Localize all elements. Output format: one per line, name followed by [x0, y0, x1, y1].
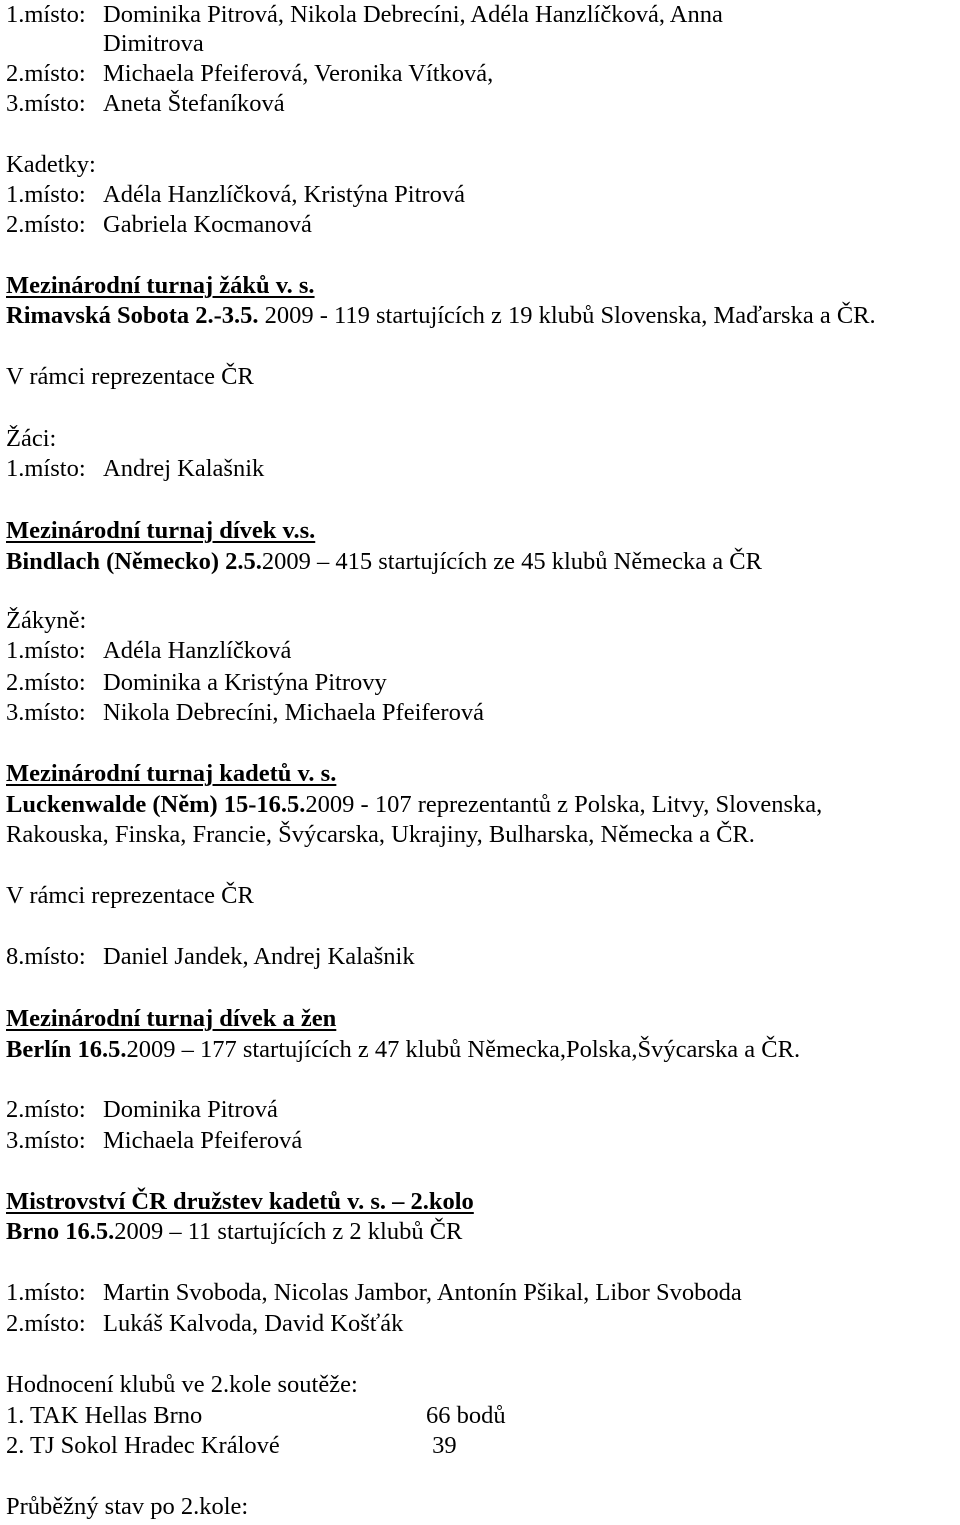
place-label: 2.místo: [6, 669, 86, 696]
category-label: Žákyně: [6, 607, 87, 634]
result-row [6, 1095, 278, 1125]
tournament-heading: Mezinárodní turnaj dívek v.s. [6, 517, 316, 544]
tournament-place-date: Luckenwalde (Něm) 15-16.5. [6, 791, 306, 818]
tournament-info [6, 301, 876, 331]
result-row [6, 0, 723, 30]
result-row [6, 1126, 302, 1156]
tournament-details: 2009 - 107 reprezentantů z Polska, Litvy, Slovenska, [305, 791, 823, 818]
result-row [6, 89, 285, 119]
place-label: 2.místo: [6, 1310, 86, 1337]
result-row [6, 210, 312, 240]
result-names: Daniel Jandek, Andrej Kalašnik [103, 943, 415, 970]
place-label: 2.místo: [6, 211, 86, 238]
result-names: Dominika Pitrová [103, 1096, 278, 1123]
place-label: 3.místo: [6, 90, 86, 117]
tournament-details-continued: Rakouska, Finska, Francie, Švýcarska, Ukrajiny, Bulharska, Německa a ČR. [6, 821, 755, 848]
tournament-details: 2009 – 177 startujících z 47 klubů Německa,Polska,Švýcarska a ČR. [126, 1036, 801, 1063]
result-names: Gabriela Kocmanová [103, 211, 312, 238]
result-names: Adéla Hanzlíčková [103, 637, 292, 664]
club-points: 66 bodů [426, 1402, 506, 1429]
place-label: 1.místo: [6, 1279, 86, 1306]
result-names-continued: Dimitrova [103, 30, 204, 57]
result-names: Michaela Pfeiferová, Veronika Vítková, [103, 60, 494, 87]
result-row [6, 1309, 403, 1339]
place-label: 3.místo: [6, 699, 86, 726]
result-row [6, 698, 484, 728]
club-ranking-row [6, 1401, 506, 1431]
tournament-info [6, 1217, 462, 1247]
place-label: 1.místo: [6, 637, 86, 664]
result-row [6, 180, 465, 210]
tournament-details: 2009 – 11 startujících z 2 klubů ČR [114, 1218, 463, 1245]
result-row [6, 454, 264, 484]
tournament-details: 2009 – 415 startujících ze 45 klubů Německa a ČR [261, 548, 762, 575]
note-text: V rámci reprezentace ČR [6, 363, 254, 390]
result-names: Dominika a Kristýna Pitrovy [103, 669, 387, 696]
tournament-place-date: Rimavská Sobota 2.-3.5. [6, 302, 259, 329]
result-row [6, 1278, 742, 1308]
result-names: Andrej Kalašnik [103, 455, 265, 482]
result-row [6, 59, 493, 89]
place-label: 2.místo: [6, 60, 86, 87]
standings-heading: Průběžný stav po 2.kole: [6, 1493, 249, 1520]
result-row [6, 636, 291, 666]
tournament-heading: Mezinárodní turnaj dívek a žen [6, 1005, 337, 1032]
result-names: Nikola Debrecíni, Michaela Pfeiferová [103, 699, 484, 726]
result-names: Michaela Pfeiferová [103, 1127, 303, 1154]
tournament-details: 2009 - 119 startujících z 19 klubů Slovenska, Maďarska a ČR. [258, 302, 876, 329]
tournament-place-date: Berlín 16.5. [6, 1036, 127, 1063]
tournament-heading: Mezinárodní turnaj kadetů v. s. [6, 760, 337, 787]
place-label: 3.místo: [6, 1127, 86, 1154]
place-label: 2.místo: [6, 1096, 86, 1123]
tournament-place-date: Bindlach (Německo) 2.5. [6, 548, 262, 575]
result-names: Dominika Pitrová, Nikola Debrecíni, Adéla Hanzlíčková, Anna [103, 1, 723, 28]
club-name: 2. TJ Sokol Hradec Králové [6, 1432, 280, 1459]
place-label: 1.místo: [6, 181, 86, 208]
club-ranking-heading: Hodnocení klubů ve 2.kole soutěže: [6, 1371, 358, 1398]
tournament-info [6, 790, 822, 820]
category-label: Žáci: [6, 425, 57, 452]
tournament-info [6, 1035, 800, 1065]
category-label: Kadetky: [6, 151, 96, 178]
tournament-place-date: Brno 16.5. [6, 1218, 115, 1245]
tournament-heading: Mezinárodní turnaj žáků v. s. [6, 272, 315, 299]
result-names: Aneta Štefaníková [103, 90, 285, 117]
note-text: V rámci reprezentace ČR [6, 882, 254, 909]
result-row [6, 668, 387, 698]
tournament-info [6, 547, 762, 577]
result-row [6, 942, 415, 972]
club-name: 1. TAK Hellas Brno [6, 1402, 203, 1429]
place-label: 1.místo: [6, 1, 86, 28]
result-names: Martin Svoboda, Nicolas Jambor, Antonín Pšikal, Libor Svoboda [103, 1279, 742, 1306]
result-names: Lukáš Kalvoda, David Košťák [103, 1310, 404, 1337]
club-ranking-row [6, 1431, 457, 1461]
place-label: 8.místo: [6, 943, 86, 970]
result-names: Adéla Hanzlíčková, Kristýna Pitrová [103, 181, 465, 208]
tournament-heading: Mistrovství ČR družstev kadetů v. s. – 2.kolo [6, 1188, 474, 1215]
place-label: 1.místo: [6, 455, 86, 482]
club-points: 39 [426, 1432, 457, 1459]
